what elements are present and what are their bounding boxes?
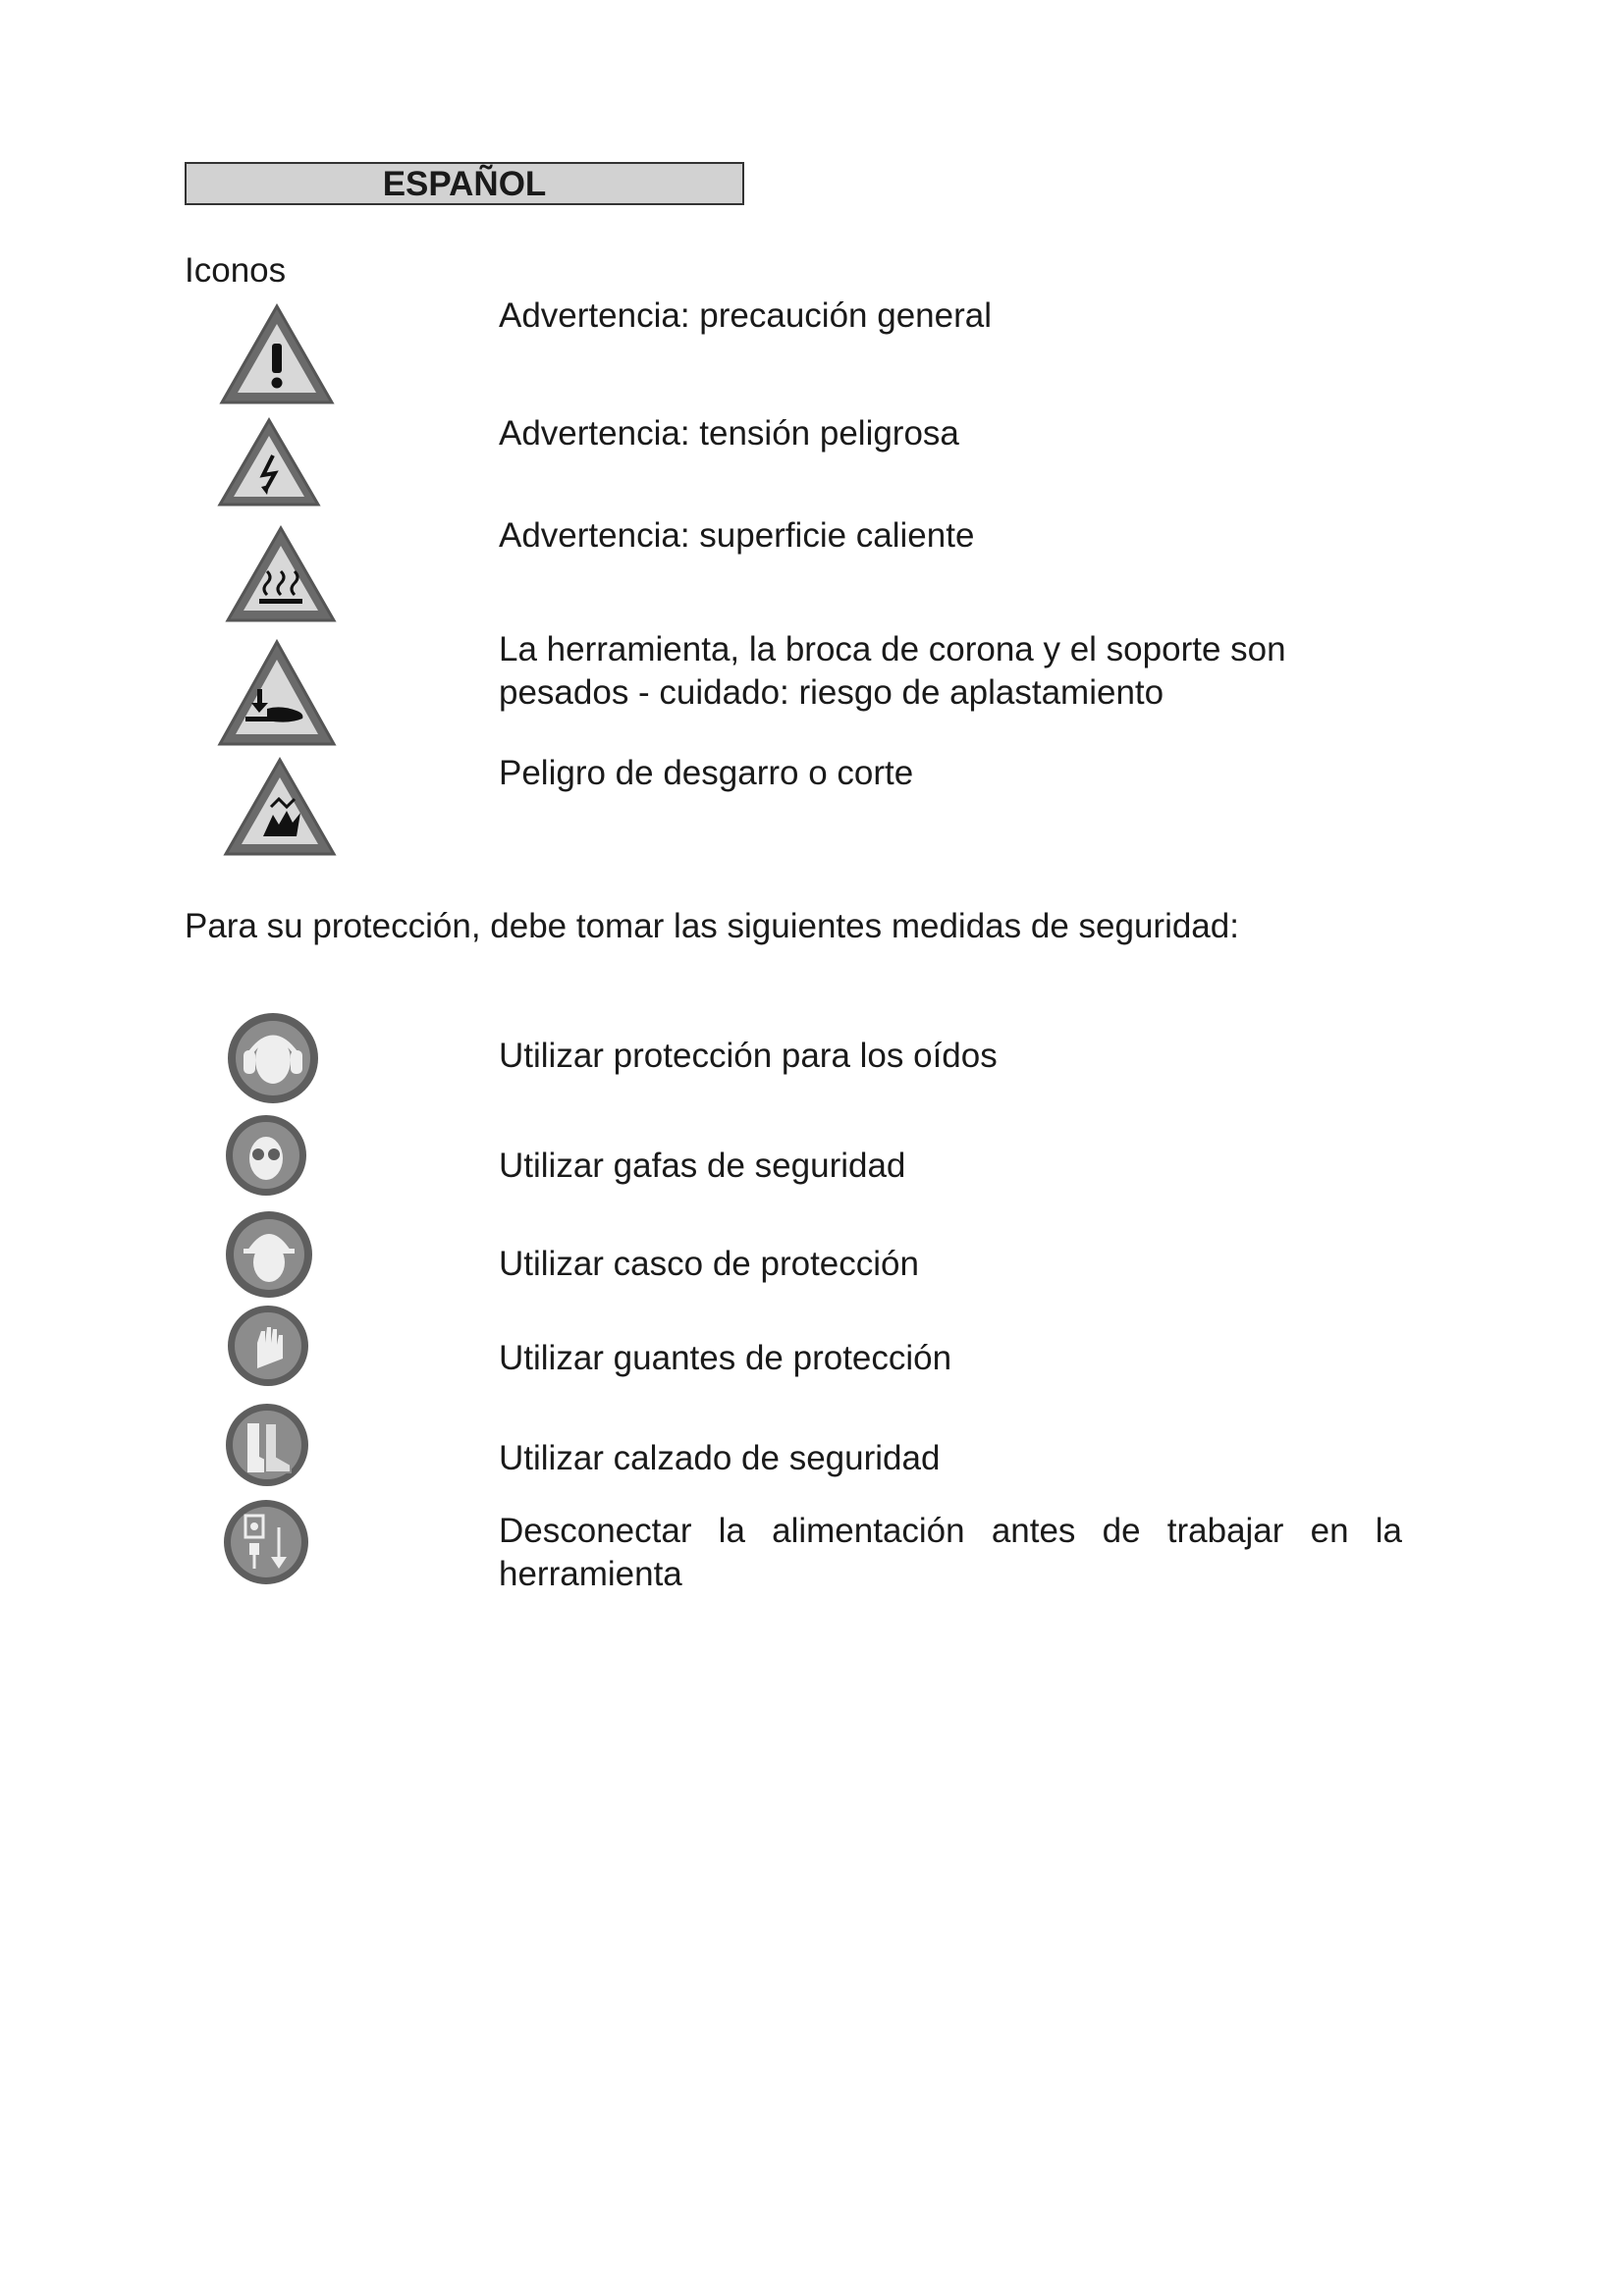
hard-hat-text: Utilizar casco de protección (499, 1245, 919, 1283)
language-header: ESPAÑOL (185, 162, 744, 205)
safety-boots-icon (224, 1402, 310, 1488)
voltage-warning-text: Advertencia: tensión peligrosa (499, 414, 959, 453)
crush-hazard-warning-text (499, 628, 1286, 715)
ear-protection-icon (226, 1011, 320, 1105)
crush-hazard-text-line-2: pesados - cuidado: riesgo de aplastamiento (499, 673, 1164, 712)
general-warning-icon (218, 302, 336, 406)
general-warning-text: Advertencia: precaución general (499, 296, 992, 335)
protection-intro: Para su protección, debe tomar las siguientes medidas de seguridad: (185, 907, 1239, 945)
protective-gloves-icon (226, 1304, 310, 1388)
crush-hazard-text-line-1: La herramienta, la broca de corona y el soporte son (499, 630, 1286, 668)
icons-section-title: Iconos (185, 251, 287, 290)
ear-protection-text: Utilizar protección para los oídos (499, 1037, 998, 1075)
cut-hazard-warning-text: Peligro de desgarro o corte (499, 754, 914, 792)
crush-hazard-warning-icon (216, 638, 338, 748)
disconnect-power-text: Desconectar la alimentación antes de trabajar en la herramienta (499, 1512, 1402, 1593)
protective-gloves-text: Utilizar guantes de protección (499, 1339, 952, 1377)
hot-surface-warning-text: Advertencia: superficie caliente (499, 516, 975, 555)
electric-voltage-warning-icon (216, 416, 322, 508)
cut-hazard-warning-icon (222, 756, 338, 858)
safety-goggles-text: Utilizar gafas de seguridad (499, 1147, 906, 1185)
disconnect-power-icon (222, 1498, 310, 1586)
hard-hat-icon (224, 1209, 314, 1300)
hot-surface-warning-icon (224, 524, 338, 624)
safety-goggles-icon (224, 1113, 308, 1198)
safety-boots-text: Utilizar calzado de seguridad (499, 1439, 941, 1477)
